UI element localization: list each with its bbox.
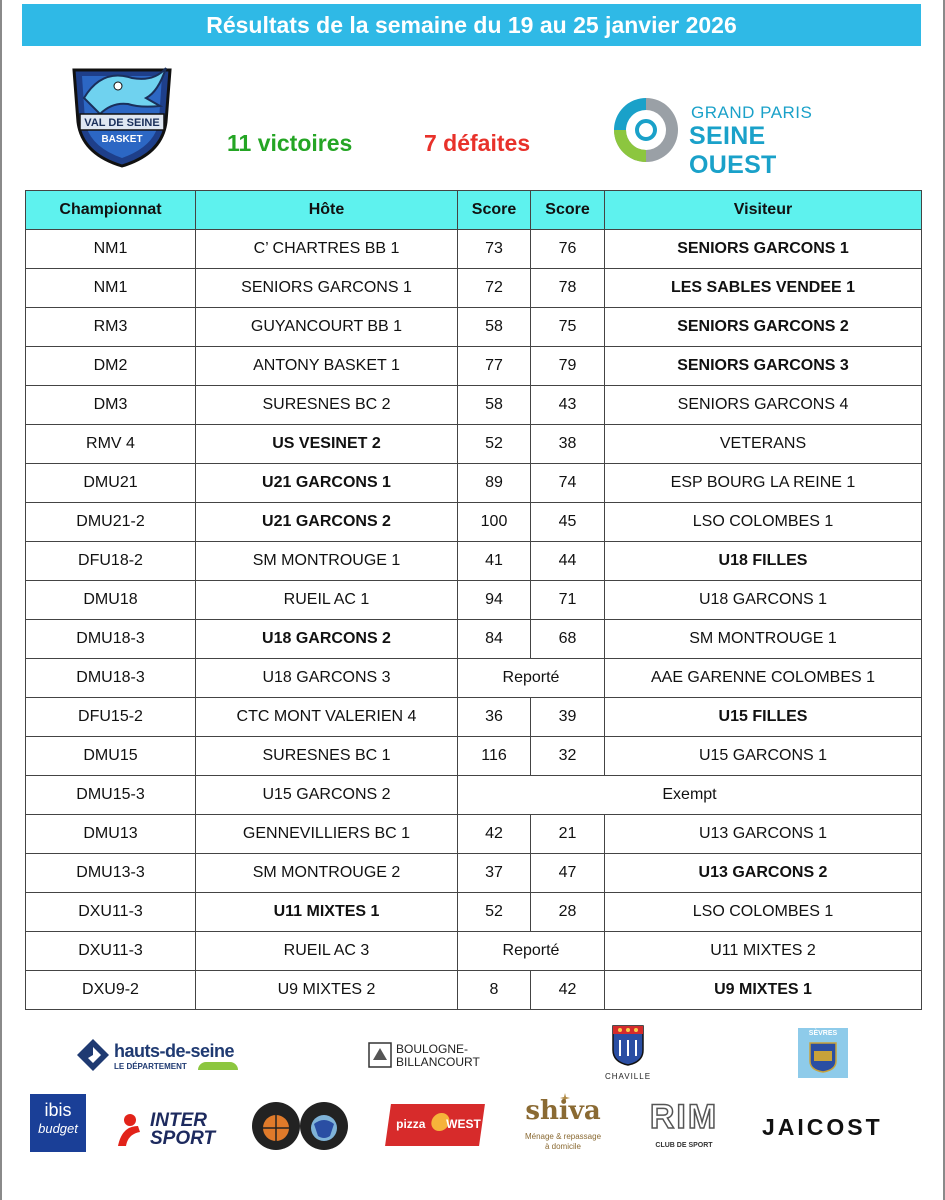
visitor-score-cell: 71 [531, 581, 605, 620]
visitor-cell: SENIORS GARCONS 4 [605, 386, 922, 425]
host-score-cell: 73 [458, 230, 531, 269]
host-score-cell: 58 [458, 386, 531, 425]
pizza-text: pizza [396, 1117, 426, 1131]
table-row [26, 737, 922, 776]
visitor-cell: U15 FILLES [605, 698, 922, 737]
visitor-score-cell: 78 [531, 269, 605, 308]
visitor-score-cell: 45 [531, 503, 605, 542]
host-cell: SM MONTROUGE 2 [196, 854, 458, 893]
rim-club-logo [632, 1098, 736, 1154]
pizza-west-text: WEST [446, 1117, 481, 1131]
championnat-cell: DMU15-3 [26, 776, 196, 815]
rim-text: RIM [649, 1098, 719, 1136]
table-row [26, 269, 922, 308]
table-row [26, 620, 922, 659]
jaicost-logo [762, 1114, 912, 1144]
host-cell: U15 GARCONS 2 [196, 776, 458, 815]
host-score-cell: 52 [458, 893, 531, 932]
table-row [26, 932, 922, 971]
host-cell: U18 GARCONS 2 [196, 620, 458, 659]
championnat-cell: DMU21-2 [26, 503, 196, 542]
host-cell: C’ CHARTRES BB 1 [196, 230, 458, 269]
host-score-cell: 8 [458, 971, 531, 1010]
rim-subtext: CLUB DE SPORT [655, 1142, 713, 1149]
visitor-cell: SENIORS GARCONS 1 [605, 230, 922, 269]
host-score-cell: 36 [458, 698, 531, 737]
championnat-cell: DMU21 [26, 464, 196, 503]
ibis-budget-text: budget [38, 1121, 78, 1136]
visitor-cell: LSO COLOMBES 1 [605, 893, 922, 932]
intersport-logo [116, 1110, 226, 1150]
visitor-score-cell: 44 [531, 542, 605, 581]
score-status-cell: Reporté [458, 932, 605, 971]
championnat-cell: DMU13-3 [26, 854, 196, 893]
table-row [26, 425, 922, 464]
score-status-cell: Reporté [458, 659, 605, 698]
boulogne-text-1: BOULOGNE- [396, 1042, 469, 1056]
visitor-cell: LSO COLOMBES 1 [605, 503, 922, 542]
column-header-score-visitor: Score [531, 191, 605, 230]
host-score-cell: 37 [458, 854, 531, 893]
visitor-cell: U13 GARCONS 1 [605, 815, 922, 854]
gpso-text-top: GRAND PARIS [691, 103, 813, 122]
shiva-subtext-1: Ménage & repassage [524, 1132, 602, 1141]
visitor-cell: SENIORS GARCONS 3 [605, 347, 922, 386]
sevres-text: SÈVRES [808, 1030, 838, 1037]
championnat-cell: NM1 [26, 269, 196, 308]
host-score-cell: 84 [458, 620, 531, 659]
visitor-cell: VETERANS [605, 425, 922, 464]
championnat-cell: DMU18 [26, 581, 196, 620]
championnat-cell: DMU13 [26, 815, 196, 854]
host-score-cell: 100 [458, 503, 531, 542]
host-cell: US VESINET 2 [196, 425, 458, 464]
chaville-crest-icon [611, 1024, 645, 1066]
host-score-cell: 116 [458, 737, 531, 776]
visitor-cell: U9 MIXTES 1 [605, 971, 922, 1010]
gpso-emblem-icon [610, 94, 682, 166]
chaville-text: CHAVILLE [604, 1072, 652, 1081]
table-row [26, 854, 922, 893]
visitor-score-cell: 68 [531, 620, 605, 659]
host-cell: U21 GARCONS 1 [196, 464, 458, 503]
pizza-west-logo [385, 1104, 485, 1146]
results-body [26, 230, 922, 1010]
championnat-cell: DXU11-3 [26, 893, 196, 932]
wins-count: 11 victoires [227, 130, 353, 156]
gpso-logo [610, 94, 840, 179]
visitor-cell: AAE GARENNE COLOMBES 1 [605, 659, 922, 698]
championnat-cell: DMU18-3 [26, 659, 196, 698]
column-header-score-host: Score [458, 191, 531, 230]
sevres-crest-icon [808, 1041, 838, 1073]
boulogne-text-2: BILLANCOURT [396, 1055, 480, 1069]
club-logo [62, 62, 182, 170]
championnat-cell: DM3 [26, 386, 196, 425]
shiva-text: shiva [525, 1096, 601, 1126]
visitor-score-cell: 32 [531, 737, 605, 776]
shiva-logo [520, 1090, 606, 1156]
chaville-logo [598, 1024, 658, 1084]
host-cell: SURESNES BC 1 [196, 737, 458, 776]
hauts-de-seine-subtext: LE DÉPARTEMENT [114, 1062, 187, 1071]
shiva-subtext-2: à domicile [544, 1142, 581, 1151]
hauts-de-seine-logo [76, 1038, 246, 1074]
championnat-cell: DM2 [26, 347, 196, 386]
hauts-de-seine-text: hauts-de-seine [114, 1041, 235, 1061]
visitor-score-cell: 75 [531, 308, 605, 347]
boulogne-billancourt-logo [368, 1042, 488, 1072]
boulogne-crest-icon [368, 1042, 392, 1068]
championnat-cell: NM1 [26, 230, 196, 269]
table-row [26, 542, 922, 581]
championnat-cell: DFU15-2 [26, 698, 196, 737]
hauts-de-seine-emblem-icon [76, 1038, 110, 1072]
championnat-cell: RM3 [26, 308, 196, 347]
championnat-cell: RMV 4 [26, 425, 196, 464]
host-cell: SURESNES BC 2 [196, 386, 458, 425]
visitor-cell: LES SABLES VENDEE 1 [605, 269, 922, 308]
host-score-cell: 89 [458, 464, 531, 503]
gpso-text-bottom: SEINE OUEST [689, 122, 777, 179]
host-cell: U21 GARCONS 2 [196, 503, 458, 542]
table-row [26, 308, 922, 347]
club-logo-line2: BASKET [101, 134, 143, 145]
championnat-cell: DFU18-2 [26, 542, 196, 581]
club-logo-line1: VAL DE SEINE [84, 117, 160, 129]
table-row [26, 659, 922, 698]
host-score-cell: 72 [458, 269, 531, 308]
partner-ball-logos [250, 1098, 350, 1154]
column-header-championnat: Championnat [26, 191, 196, 230]
basketball-emblems-icon [250, 1098, 350, 1154]
visitor-score-cell: 76 [531, 230, 605, 269]
visitor-score-cell: 21 [531, 815, 605, 854]
table-row [26, 698, 922, 737]
jaicost-text: JAICOST [762, 1114, 883, 1140]
host-cell: SENIORS GARCONS 1 [196, 269, 458, 308]
championnat-cell: DMU15 [26, 737, 196, 776]
table-row [26, 581, 922, 620]
host-score-cell: 42 [458, 815, 531, 854]
host-score-cell: 77 [458, 347, 531, 386]
championnat-cell: DXU11-3 [26, 932, 196, 971]
column-header-visiteur: Visiteur [605, 191, 922, 230]
sevres-logo [798, 1028, 848, 1078]
host-cell: CTC MONT VALERIEN 4 [196, 698, 458, 737]
visitor-score-cell: 43 [531, 386, 605, 425]
visitor-score-cell: 39 [531, 698, 605, 737]
visitor-cell: U18 GARCONS 1 [605, 581, 922, 620]
visitor-score-cell: 79 [531, 347, 605, 386]
host-cell: GENNEVILLIERS BC 1 [196, 815, 458, 854]
visitor-score-cell: 28 [531, 893, 605, 932]
ibis-text: ibis [44, 1100, 72, 1120]
host-score-cell: 41 [458, 542, 531, 581]
visitor-cell: SM MONTROUGE 1 [605, 620, 922, 659]
host-cell: RUEIL AC 1 [196, 581, 458, 620]
exempt-cell: Exempt [458, 776, 922, 815]
host-cell: U18 GARCONS 3 [196, 659, 458, 698]
host-cell: U9 MIXTES 2 [196, 971, 458, 1010]
page-title: Résultats de la semaine du 19 au 25 janvier 2026 [22, 4, 921, 46]
table-row [26, 230, 922, 269]
host-score-cell: 52 [458, 425, 531, 464]
visitor-score-cell: 74 [531, 464, 605, 503]
table-row [26, 893, 922, 932]
table-row [26, 971, 922, 1010]
championnat-cell: DMU18-3 [26, 620, 196, 659]
visitor-cell: U15 GARCONS 1 [605, 737, 922, 776]
visitor-score-cell: 47 [531, 854, 605, 893]
visitor-cell: U18 FILLES [605, 542, 922, 581]
host-cell: RUEIL AC 3 [196, 932, 458, 971]
table-row [26, 815, 922, 854]
host-cell: ANTONY BASKET 1 [196, 347, 458, 386]
losses-count: 7 défaites [424, 130, 531, 156]
hauts-de-seine-hill [198, 1062, 238, 1070]
visitor-cell: U13 GARCONS 2 [605, 854, 922, 893]
visitor-cell: U11 MIXTES 2 [605, 932, 922, 971]
table-row [26, 347, 922, 386]
page-border-left [0, 0, 2, 1200]
table-row [26, 464, 922, 503]
visitor-cell: SENIORS GARCONS 2 [605, 308, 922, 347]
intersport-text-2: SPORT [150, 1128, 216, 1149]
host-cell: GUYANCOURT BB 1 [196, 308, 458, 347]
championnat-cell: DXU9-2 [26, 971, 196, 1010]
host-cell: U11 MIXTES 1 [196, 893, 458, 932]
table-header-row [26, 191, 922, 230]
table-row [26, 776, 922, 815]
table-row [26, 386, 922, 425]
host-cell: SM MONTROUGE 1 [196, 542, 458, 581]
column-header-hote: Hôte [196, 191, 458, 230]
ibis-budget-logo [30, 1094, 86, 1152]
visitor-score-cell: 38 [531, 425, 605, 464]
visitor-score-cell: 42 [531, 971, 605, 1010]
table-row [26, 503, 922, 542]
host-score-cell: 94 [458, 581, 531, 620]
visitor-cell: ESP BOURG LA REINE 1 [605, 464, 922, 503]
intersport-text-1: INTER [150, 1110, 207, 1131]
host-score-cell: 58 [458, 308, 531, 347]
intersport-emblem-icon [116, 1112, 144, 1146]
results-table [25, 190, 922, 1010]
